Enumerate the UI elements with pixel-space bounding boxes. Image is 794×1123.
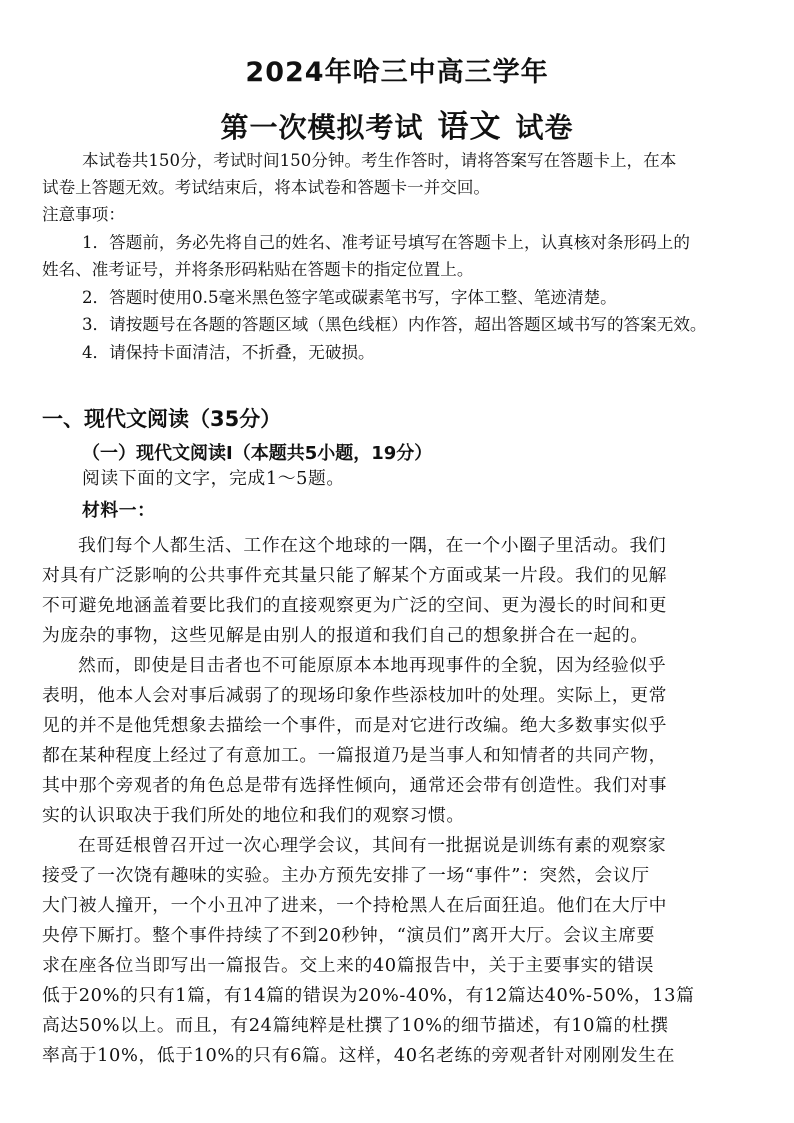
passage-line: 其中那个旁观者的角色总是带有选择性倾向，通常还会带有创造性。我们对事: [42, 775, 667, 796]
passage-line: 我们每个人都生活、工作在这个地球的一隅，在一个小圈子里活动。我们: [78, 535, 667, 556]
notice-item: 4．请保持卡面清洁，不折叠，无破损。: [82, 343, 375, 362]
subject-name: 语文: [437, 109, 502, 145]
notice-item: 2．答题时使用0.5毫米黑色签字笔或碳素笔书写，字体工整、笔迹清楚。: [82, 288, 617, 307]
material-label: 材料一：: [82, 500, 156, 521]
notice-title: 注意事项：: [42, 205, 125, 224]
subsection-heading: （一）现代文阅读Ⅰ（本题共5小题，19分）: [82, 443, 433, 464]
passage-line: 对具有广泛影响的公共事件充其量只能了解某个方面或某一片段。我们的见解: [42, 565, 667, 586]
reading-instruction: 阅读下面的文字，完成1～5题。: [82, 468, 345, 489]
notice-item: 3．请按题号在各题的答题区域（黑色线框）内作答，超出答题区域书写的答案无效。: [82, 315, 707, 334]
passage-line: 央停下厮打。整个事件持续了不到20秒钟，“演员们”离开大厅。会议主席要: [42, 925, 656, 946]
passage-line: 都在某种程度上经过了有意加工。一篇报道乃是当事人和知情者的共同产物，: [42, 745, 667, 766]
passage-line: 不可避免地涵盖着要比我们的直接观察更为广泛的空间、更为漫长的时间和更: [42, 595, 667, 616]
passage-line: 求在座各位当即写出一篇报告。交上来的40篇报告中，关于主要事实的错误: [42, 955, 655, 976]
passage-line: 接受了一次饶有趣味的实验。主办方预先安排了一场“事件”：突然，会议厅: [42, 865, 650, 886]
passage-line: 为庞杂的事物，这些见解是由别人的报道和我们自己的想象拼合在一起的。: [42, 625, 649, 646]
exam-subtitle: [0, 101, 794, 146]
passage-line: 在哥廷根曾召开过一次心理学会议，其间有一批据说是训练有素的观察家: [78, 835, 667, 856]
exam-subtitle-part1: 第一次模拟考试: [220, 111, 424, 144]
exam-subtitle-part2: 试卷: [515, 111, 574, 144]
passage-line: 实的认识取决于我们所处的地位和我们的观察习惯。: [42, 805, 465, 826]
passage-line: 然而，即使是目击者也不可能原原本本地再现事件的全貌，因为经验似乎: [78, 655, 667, 676]
notice-item: 姓名、准考证号，并将条形码粘贴在答题卡的指定位置上。: [42, 260, 474, 279]
intro-line: 本试卷共150分，考试时间150分钟。考生作答时，请将答案写在答题卡上，在本: [82, 151, 677, 170]
passage-line: 大门被人撞开，一个小丑冲了进来，一个持枪黑人在后面狂追。他们在大厅中: [42, 895, 667, 916]
exam-title: 2024年哈三中高三学年: [245, 57, 549, 88]
section-heading: 一、现代文阅读（35分）: [42, 407, 282, 431]
passage-line: 见的并不是他凭想象去描绘一个事件，而是对它进行改编。绝大多数事实似乎: [42, 715, 667, 736]
intro-line: 试卷上答题无效。考试结束后，将本试卷和答题卡一并交回。: [42, 178, 491, 197]
notice-item: 1．答题前，务必先将自己的姓名、准考证号填写在答题卡上，认真核对条形码上的: [82, 233, 690, 252]
passage-line: 表明，他本人会对事后减弱了的现场印象作些添枝加叶的处理。实际上，更常: [42, 685, 667, 706]
passage-line: 低于20%的只有1篇，有14篇的错误为20%-40%，有12篇达40%-50%，13篇: [42, 985, 695, 1006]
passage-line: 率高于10%，低于10%的只有6篇。这样，40名老练的旁观者针对刚刚发生在: [42, 1045, 676, 1066]
passage-line: 高达50%以上。而且，有24篇纯粹是杜撰了10%的细节描述，有10篇的杜撰: [42, 1015, 669, 1036]
